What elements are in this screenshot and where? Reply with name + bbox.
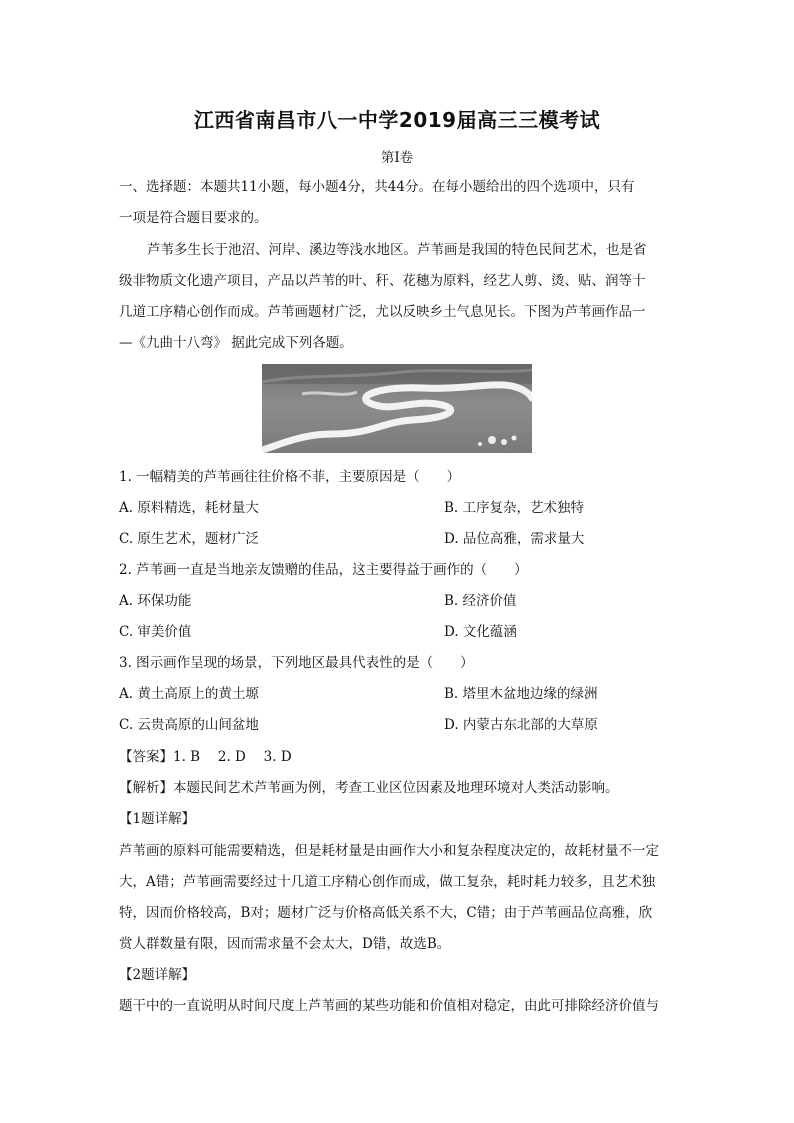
question-2-option-d: D. 文化蕴涵 [444,624,517,640]
detail-1-line-4: 赏人群数量有限，因而需求量不会太大，D错，故选B。 [119,936,451,952]
page-title: 江西省南昌市八一中学2019届高三三模考试 [193,108,601,132]
detail-1-line-3: 特，因而价格较高，B对；题材广泛与价格高低关系不大，C错；由于芦苇画品位高雅，欣 [119,905,653,921]
analysis-line: 【解析】本题民间艺术芦苇画为例，考查工业区位因素及地理环境对人类活动影响。 [119,780,619,796]
detail-1-line-1: 芦苇画的原料可能需要精选，但是耗材量是由画作大小和复杂程度决定的，故耗材量不一定 [119,843,659,859]
question-1-option-d: D. 品位高雅，需求量大 [444,531,585,547]
reed-painting-figure [262,364,532,453]
question-2-option-a: A. 环保功能 [119,593,192,609]
question-3-option-b: B. 塔里木盆地边缘的绿洲 [444,686,598,702]
detail-2-line-1: 题干中的一直说明从时间尺度上芦苇画的某些功能和价值相对稳定，由此可排除经济价值与 [119,998,659,1014]
detail-2-heading: 【2题详解】 [119,967,196,983]
answer-line: 【答案】1. B 2. D 3. D [119,749,292,765]
intro-line-4: —《九曲十八弯》 据此完成下列各题。 [119,335,353,351]
intro-line-3: 几道工序精心创作而成。芦苇画题材广泛，尤以反映乡土气息见长。下图为芦苇画作品一 [119,304,646,320]
meandering-river-image [262,364,532,453]
question-2-stem: 2. 芦苇画一直是当地亲友馈赠的佳品，这主要得益于画作的（ ） [119,562,528,578]
question-3-option-d: D. 内蒙古东北部的大草原 [444,717,598,733]
detail-1-heading: 【1题详解】 [119,811,196,827]
detail-1-line-2: 大，A错；芦苇画需要经过十几道工序精心创作而成，做工复杂，耗时耗力较多，且艺术独 [119,874,656,890]
question-1-option-b: B. 工序复杂，艺术独特 [444,500,585,516]
section-instruction-line-1: 一、选择题：本题共11小题，每小题4分，共44分。在每小题给出的四个选项中，只有 [119,179,635,195]
question-3-stem: 3. 图示画作呈现的场景，下列地区最具代表性的是（ ） [119,655,474,671]
question-1-stem: 1. 一幅精美的芦苇画往往价格不菲，主要原因是（ ） [119,469,461,485]
question-1-option-c: C. 原生艺术，题材广泛 [119,531,259,547]
question-2-option-b: B. 经济价值 [444,593,517,609]
section-instruction-line-2: 一项是符合题目要求的。 [119,210,268,226]
question-3-option-a: A. 黄土高原上的黄土塬 [119,686,259,702]
page-subtitle: 第I卷 [380,150,414,166]
intro-line-2: 级非物质文化遗产项目，产品以芦苇的叶、秆、花穗为原料，经艺人剪、烫、贴、润等十 [119,273,646,289]
intro-line-1: 芦苇多生长于池沼、河岸、溪边等浅水地区。芦苇画是我国的特色民间艺术，也是省 [147,242,647,258]
question-2-option-c: C. 审美价值 [119,624,192,640]
question-3-option-c: C. 云贵高原的山间盆地 [119,717,259,733]
question-1-option-a: A. 原料精选，耗材量大 [119,500,259,516]
